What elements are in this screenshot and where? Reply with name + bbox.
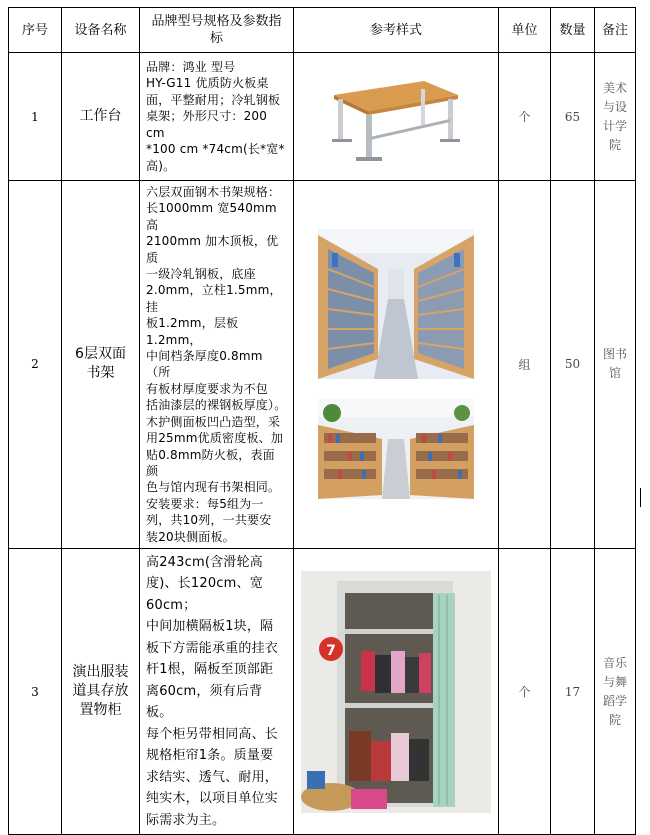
remark-line: 院 [608,137,621,152]
remark-line: 蹈学 [602,693,627,708]
spec-line: 求结实、透气、耐用， [146,769,279,785]
header-spec-line: 标 [209,31,223,46]
spec-line: 安装要求：每5组为一 [146,496,264,511]
header-quantity: 数量 [551,8,595,53]
row-name-line: 置物柜 [79,702,122,719]
row-image [294,181,499,549]
row-index: 1 [9,53,62,181]
header-spec [140,8,294,53]
wardrobe-photo [301,571,491,813]
spec-line: 面，平整耐用；冷轧钢板 [146,92,281,107]
spec-line: 中间加横隔板1块，隔 [146,619,274,635]
row-unit: 组 [499,181,551,549]
spec-line: 规格柜帘1条。质量要 [146,748,274,764]
row-name-line: 演出服装 [72,664,129,681]
row-quantity: 17 [551,548,595,835]
spec-line: 杆1根，隔板至顶部距 [146,662,274,678]
spec-line: 用25mm优质密度板、加 [146,431,284,446]
remark-line: 馆 [608,366,621,381]
remark-line: 院 [608,712,621,727]
header-remark: 备注 [595,8,636,53]
spec-line: 2100mm 加木顶板，优质 [146,234,279,265]
spec-line: 高)。 [146,158,176,173]
spec-line: 装20块侧面板。 [146,529,235,544]
remark-line: 美术 [602,80,627,95]
row-spec [140,181,294,549]
spec-line: 板1.2mm，层板1.2mm， [146,316,239,347]
row-name-line: 6层双面 [75,346,126,363]
bookshelf-aisle-photo [318,229,474,379]
header-name: 设备名称 [62,8,140,53]
header-spec-line: 品牌型号规格及参数指 [151,14,282,29]
row-name-line: 书架 [86,365,115,382]
row-remark [595,181,636,549]
table-row [9,181,636,549]
row-index: 2 [9,181,62,549]
row-name-line: 工作台 [79,108,122,124]
spec-line: 品牌：鸿业 型号 [146,60,236,75]
remark-line: 与设 [602,99,627,114]
header-image: 参考样式 [294,8,499,53]
row-quantity: 65 [551,53,595,181]
remark-line: 计学 [602,118,627,133]
row-index: 3 [9,548,62,835]
row-name-line: 道具存放 [72,683,129,700]
spec-line: 离60cm，须有后背板。 [146,683,263,721]
remark-line: 图书 [602,347,627,362]
text-cursor-mark [640,488,641,507]
worktable-photo [326,67,466,167]
remark-line: 音乐 [602,655,627,670]
row-unit: 个 [499,548,551,835]
cabinet-number-badge: 7 [326,642,336,659]
spec-line: 板下方需能承重的挂衣 [146,640,279,656]
header-row [9,8,636,53]
spec-line: 纯实木，以项目单位实 [146,791,279,807]
row-remark [595,53,636,181]
spec-line: 贴0.8mm防火板，表面颜 [146,447,275,478]
spec-line: 每个柜另带相同高、长 [146,726,279,742]
row-image [294,548,499,835]
remark-line: 与舞 [602,674,627,689]
spec-line: 高243cm(含滑轮高 [146,554,263,570]
header-index: 序号 [9,8,62,53]
row-name [62,53,140,181]
spec-line: 木护侧面板凹凸造型，采 [146,414,281,429]
table-row [9,53,636,181]
spec-line: 色与馆内现有书架相同。 [146,480,281,495]
row-remark [595,548,636,835]
row-image [294,53,499,181]
header-unit: 单位 [499,8,551,53]
equipment-spec-table [8,7,636,835]
spec-line: HY-G11 优质防火板桌 [146,76,269,91]
row-unit: 个 [499,53,551,181]
spec-line: 度)、长120cm、宽60cm； [146,576,263,613]
spec-line: 括油漆层的裸钢板厚度）。 [146,398,287,413]
spec-line: 有板材厚度要求为不包 [146,381,269,396]
row-name [62,181,140,549]
spec-line: 中间档条厚度0.8mm（所 [146,349,263,380]
table-row [9,548,636,835]
spec-line: 桌架；外形尺寸：200 cm [146,109,268,140]
row-name [62,548,140,835]
spec-line: 际需求为主。 [146,812,226,828]
spec-line: 一级冷轧钢板，底座 [146,267,256,282]
spec-line: 2.0mm，立柱1.5mm，挂 [146,283,282,314]
spec-line: 列，共10列，一共要安 [146,513,272,528]
row-spec [140,548,294,835]
spec-line: *100 cm *74cm(长*宽* [146,142,285,157]
row-spec [140,53,294,181]
spec-line: 六层双面钢木书架规格： [146,185,281,199]
spec-line: 长1000mm 宽540mm 高 [146,201,277,232]
bookshelf-rows-photo [318,399,474,499]
row-quantity: 50 [551,181,595,549]
